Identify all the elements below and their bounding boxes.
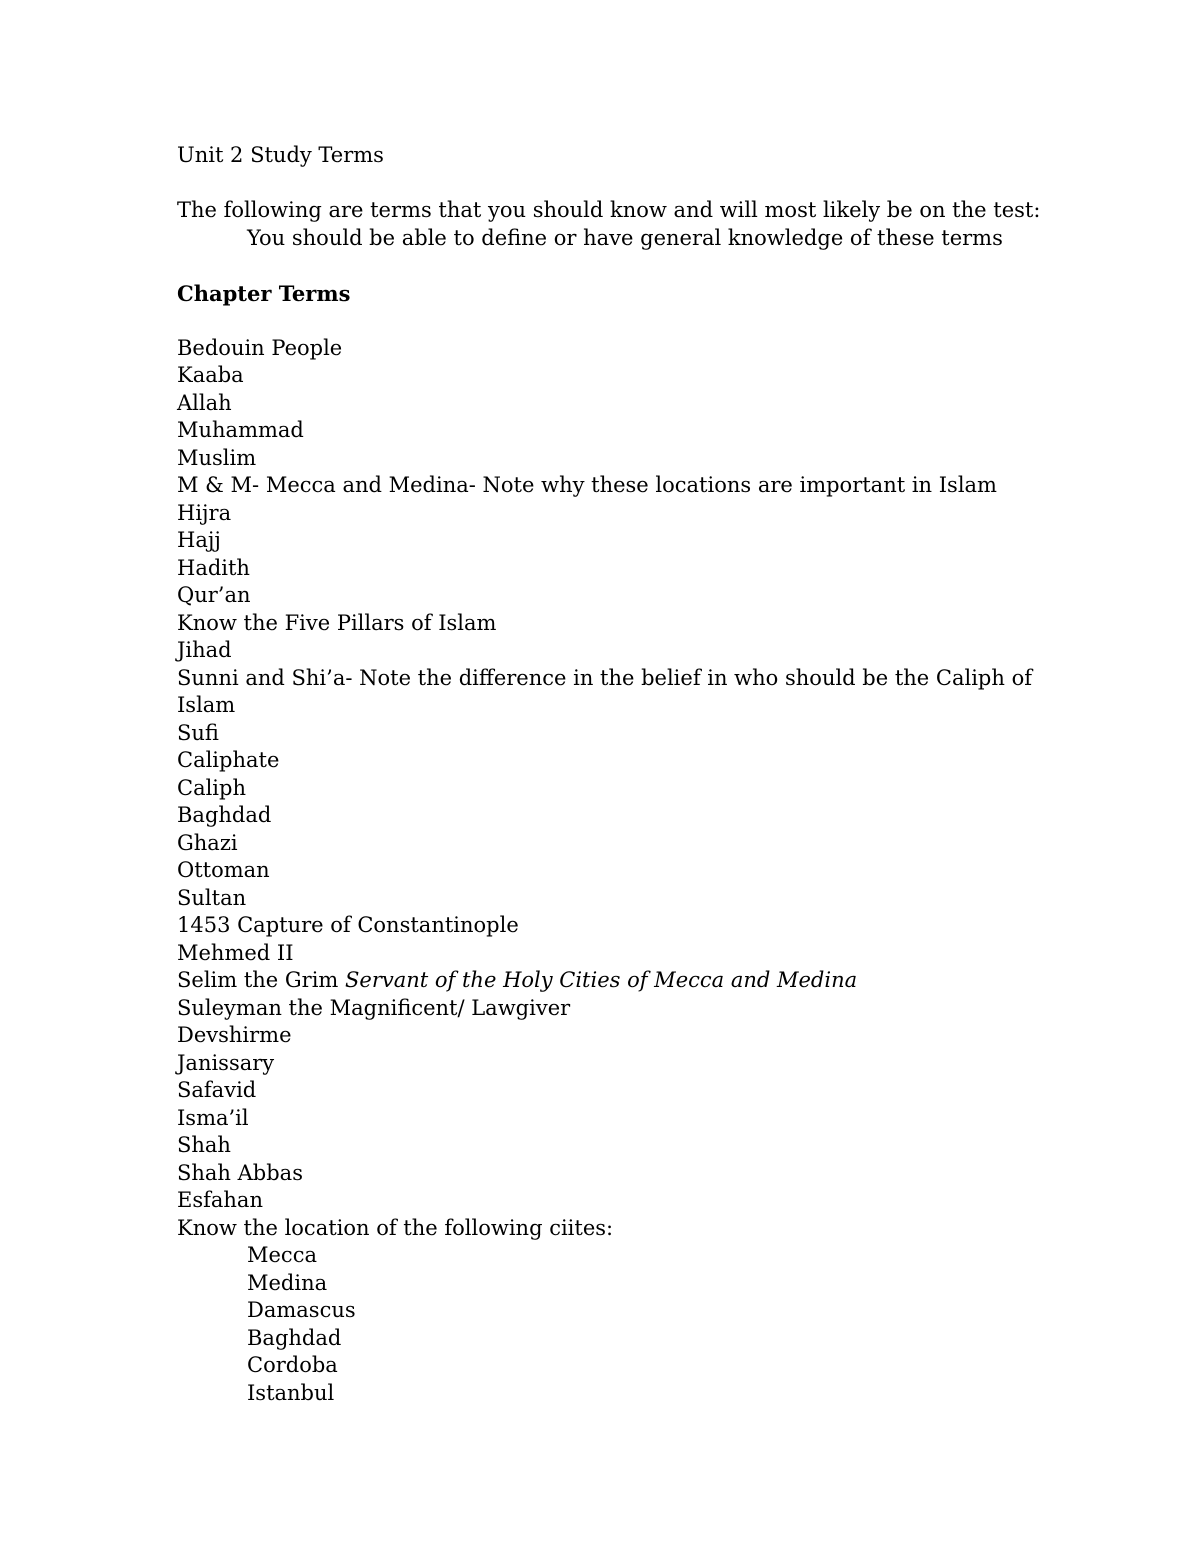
term-item: Qur’an xyxy=(177,583,251,607)
term-item: Hajj xyxy=(177,528,221,552)
term-item: Suleyman the Magnificent/ Lawgiver xyxy=(177,995,571,1020)
city-item: Istanbul xyxy=(247,1380,335,1405)
document-body xyxy=(177,142,1077,1407)
term-item: Esfahan xyxy=(177,1188,263,1212)
section-heading: Chapter Terms xyxy=(177,280,351,306)
term-item: Caliph xyxy=(177,775,246,800)
term-item: Sultan xyxy=(177,885,247,910)
term-list xyxy=(177,335,1077,1243)
term-item: Devshirme xyxy=(177,1023,292,1047)
city-item: Medina xyxy=(247,1270,328,1295)
term-item: Muhammad xyxy=(177,418,304,442)
document-title: Unit 2 Study Terms xyxy=(177,143,384,167)
spacer xyxy=(177,170,1077,198)
term-item: Jihad xyxy=(177,638,232,662)
term-item: Muslim xyxy=(177,445,257,470)
term-item: Ghazi xyxy=(177,830,238,855)
term-item: Isma’il xyxy=(177,1105,249,1130)
term-item-continued: Islam xyxy=(177,693,236,717)
selim-name: Selim the Grim xyxy=(177,968,346,992)
term-item: Ottoman xyxy=(177,858,270,882)
term-item: Hijra xyxy=(177,500,232,525)
term-item: Baghdad xyxy=(177,803,272,827)
city-list xyxy=(177,1242,1077,1407)
intro-line-2: You should be able to define or have general knowledge of these terms xyxy=(247,225,1003,250)
city-item: Cordoba xyxy=(247,1353,338,1377)
term-item: Sufi xyxy=(177,720,219,745)
term-item: Kaaba xyxy=(177,363,244,387)
city-item: Mecca xyxy=(247,1243,317,1267)
term-item: Shah xyxy=(177,1133,231,1157)
spacer xyxy=(177,307,1077,335)
term-item-selim xyxy=(177,967,1077,995)
intro-line-1: The following are terms that you should know and will most likely be on the test: xyxy=(177,198,1041,222)
term-item: Allah xyxy=(177,390,232,415)
term-item: M & M- Mecca and Medina- Note why these locations are important in Islam xyxy=(177,473,997,497)
term-item: Shah Abbas xyxy=(177,1160,303,1185)
selim-title: Servant of the Holy Cities of Mecca and Medina xyxy=(345,968,858,992)
term-item: Bedouin People xyxy=(177,335,343,360)
term-item: Sunni and Shi’a- Note the difference in the belief in who should be the Caliph of xyxy=(177,665,1032,690)
term-item: 1453 Capture of Constantinople xyxy=(177,913,519,937)
term-item: Know the location of the following ciites: xyxy=(177,1215,614,1240)
city-item: Baghdad xyxy=(247,1325,342,1350)
term-item: Safavid xyxy=(177,1078,257,1102)
term-item: Hadith xyxy=(177,555,250,580)
city-item: Damascus xyxy=(247,1298,356,1322)
term-item: Mehmed II xyxy=(177,940,294,965)
term-item: Janissary xyxy=(177,1050,275,1075)
spacer xyxy=(177,252,1077,280)
term-item: Caliphate xyxy=(177,748,280,772)
term-item: Know the Five Pillars of Islam xyxy=(177,610,497,635)
